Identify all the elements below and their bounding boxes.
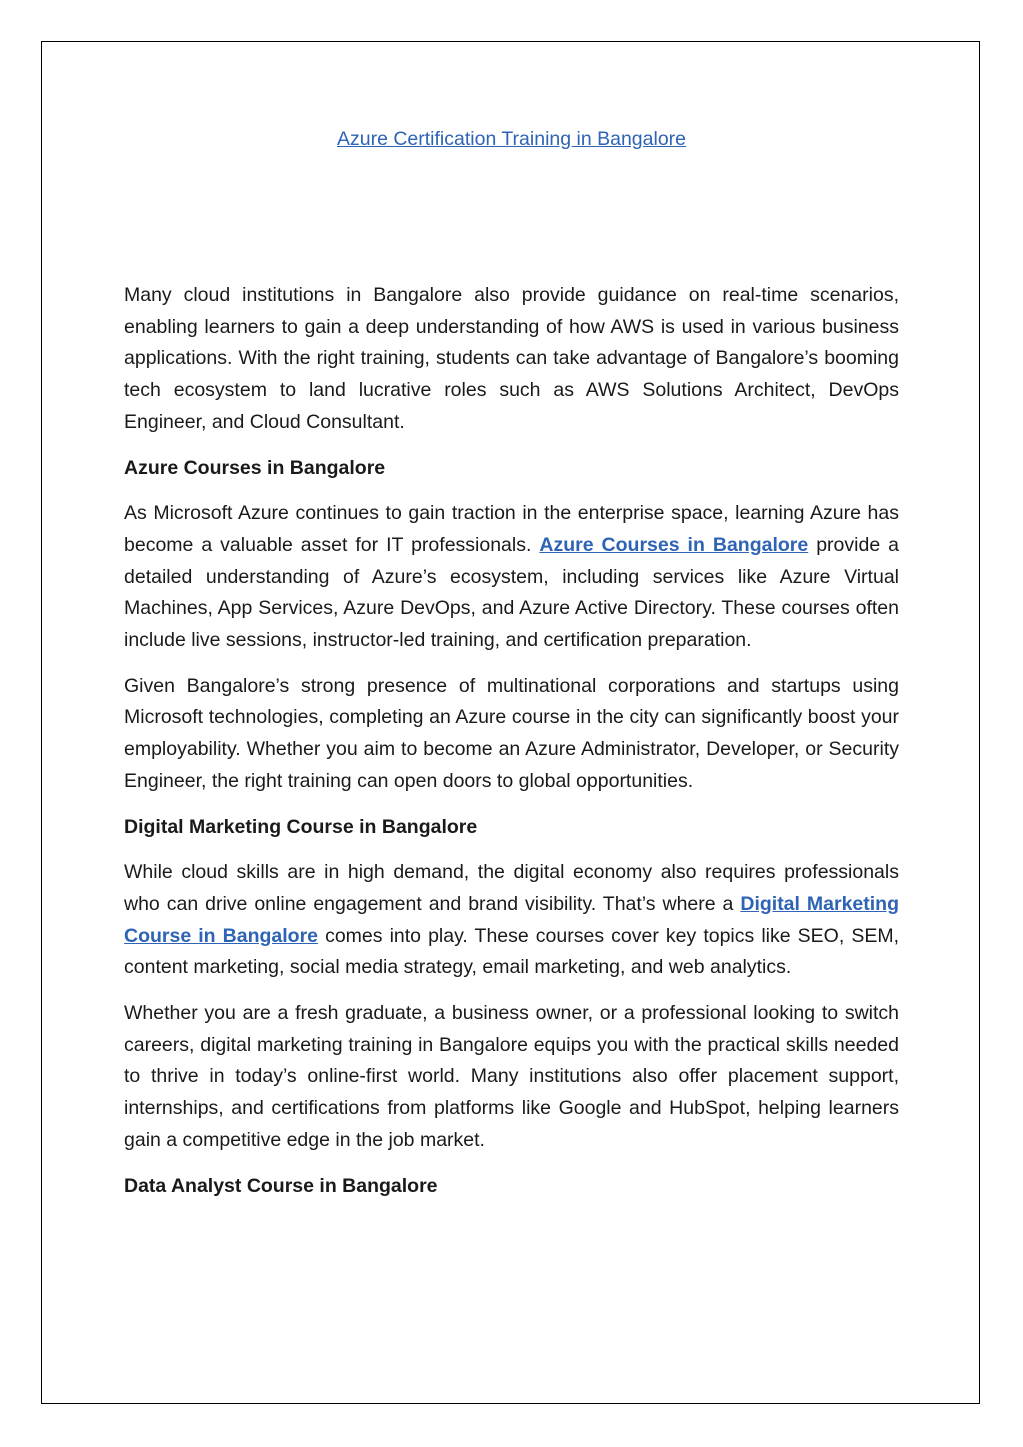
paragraph-digital-intro-text-2: comes into play. These courses cover key topics like SEO, SEM, content marketing, social media strategy, email marketing, and web analytics. <box>124 924 899 979</box>
document-title <box>0 126 1023 152</box>
paragraph-azure-intro-text-2: provide a detailed understanding of Azure’s ecosystem, including services like Azure Virtual Machines, App Services, Azure DevOps, and Azure Active Directory. These courses often include live sessions, instructor-led training, and certification preparation. <box>124 533 899 652</box>
paragraph-digital-career: Whether you are a fresh graduate, a business owner, or a professional looking to switch careers, digital marketing training in Bangalore equips you with the practical skills needed to thrive in today’s online-first world. Many institutions also offer placement support, internships, and certifications from platforms like Google and HubSpot, helping learners gain a competitive edge in the job market. <box>124 1002 899 1151</box>
paragraph-digital-intro <box>124 857 899 984</box>
document-body <box>124 280 899 1216</box>
azure-courses-link[interactable]: Azure Courses in Bangalore <box>539 533 809 556</box>
paragraph-digital-intro-text-1: While cloud skills are in high demand, the digital economy also requires professionals who can drive online engagement and brand visibility. That’s where a <box>124 861 899 915</box>
paragraph-azure-career: Given Bangalore’s strong presence of multinational corporations and startups using Microsoft technologies, completing an Azure course in the city can significantly boost your employability. Whether you aim to become an Azure Administrator, Developer, or Security Engineer, the right training can open doors to global opportunities. <box>124 674 899 792</box>
digital-marketing-link[interactable]: Digital Marketing Course in Bangalore <box>124 892 900 947</box>
paragraph-azure-intro-text-1: As Microsoft Azure continues to gain traction in the enterprise space, learning Azure has become a valuable asset for IT professionals. <box>124 502 899 556</box>
title-link[interactable]: Azure Certification Training in Bangalore <box>336 128 687 150</box>
heading-digital-marketing: Digital Marketing Course in Bangalore <box>124 815 478 838</box>
paragraph-aws-guidance: Many cloud institutions in Bangalore also provide guidance on real-time scenarios, enabling learners to gain a deep understanding of how AWS is used in various business applications. With the right training, students can take advantage of Bangalore’s booming tech ecosystem to land lucrative roles such as AWS Solutions Architect, DevOps Engineer, and Cloud Consultant. <box>124 284 899 433</box>
heading-azure-courses: Azure Courses in Bangalore <box>124 456 386 479</box>
heading-data-analyst: Data Analyst Course in Bangalore <box>124 1174 438 1197</box>
paragraph-azure-intro <box>124 498 899 657</box>
